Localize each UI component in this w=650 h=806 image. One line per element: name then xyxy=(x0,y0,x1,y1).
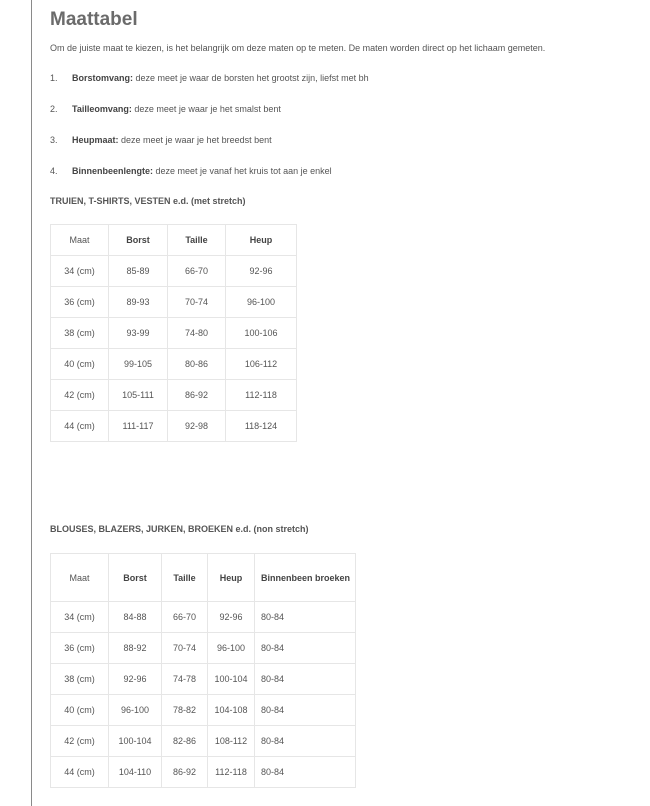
measurement-desc: deze meet je vanaf het kruis tot aan je enkel xyxy=(153,166,332,176)
nonstretch-section-title: BLOUSES, BLAZERS, JURKEN, BROEKEN e.d. (non stretch) xyxy=(50,524,309,534)
header-taille: Taille xyxy=(162,554,208,602)
header-maat: Maat xyxy=(51,554,109,602)
stretch-size-table xyxy=(50,224,297,442)
table-row: 42 (cm) 105-111 86-92 112-118 xyxy=(51,380,297,411)
measurement-item: 2. Tailleomvang: deze meet je waar je het smalst bent xyxy=(50,104,281,114)
measurement-item: 3. Heupmaat: deze meet je waar je het breedst bent xyxy=(50,135,272,145)
table-row: 40 (cm) 96-100 78-82 104-108 80-84 xyxy=(51,695,356,726)
measurement-item: 1. Borstomvang: deze meet je waar de borsten het grootst zijn, liefst met bh xyxy=(50,73,369,83)
page-title: Maattabel xyxy=(50,9,138,30)
table-row: 38 (cm) 92-96 74-78 100-104 80-84 xyxy=(51,664,356,695)
table-row: 36 (cm) 88-92 70-74 96-100 80-84 xyxy=(51,633,356,664)
measurement-item: 4. Binnenbeenlengte: deze meet je vanaf het kruis tot aan je enkel xyxy=(50,166,332,176)
stretch-section-title: TRUIEN, T-SHIRTS, VESTEN e.d. (met stretch) xyxy=(50,196,246,206)
table-row: 38 (cm) 93-99 74-80 100-106 xyxy=(51,318,297,349)
header-borst: Borst xyxy=(109,554,162,602)
measurement-desc: deze meet je waar de borsten het grootst zijn, liefst met bh xyxy=(133,73,369,83)
table-row: 44 (cm) 104-110 86-92 112-118 80-84 xyxy=(51,757,356,788)
nonstretch-size-table xyxy=(50,553,356,788)
measurement-list xyxy=(50,73,369,197)
table-header-row xyxy=(51,554,356,602)
measurement-desc: deze meet je waar je het breedst bent xyxy=(118,135,272,145)
table-row: 40 (cm) 99-105 80-86 106-112 xyxy=(51,349,297,380)
header-maat: Maat xyxy=(51,225,109,256)
measurement-term: Binnenbeenlengte: xyxy=(72,166,154,176)
header-heup: Heup xyxy=(208,554,255,602)
table-row: 34 (cm) 85-89 66-70 92-96 xyxy=(51,256,297,287)
measurement-term: Heupmaat: xyxy=(72,135,119,145)
intro-text: Om de juiste maat te kiezen, is het belangrijk om deze maten op te meten. De maten worden direct op het lichaam gemeten. xyxy=(50,43,546,53)
header-taille: Taille xyxy=(168,225,226,256)
table-row: 36 (cm) 89-93 70-74 96-100 xyxy=(51,287,297,318)
table-row: 44 (cm) 111-117 92-98 118-124 xyxy=(51,411,297,442)
measurement-term: Borstomvang: xyxy=(72,73,134,83)
header-borst: Borst xyxy=(109,225,168,256)
table-row: 42 (cm) 100-104 82-86 108-112 80-84 xyxy=(51,726,356,757)
left-border-line xyxy=(31,0,32,806)
measurement-term: Tailleomvang: xyxy=(72,104,132,114)
measurement-desc: deze meet je waar je het smalst bent xyxy=(131,104,281,114)
table-header-row xyxy=(51,225,297,256)
header-heup: Heup xyxy=(226,225,297,256)
table-row: 34 (cm) 84-88 66-70 92-96 80-84 xyxy=(51,602,356,633)
header-binnenbeen: Binnenbeen broeken xyxy=(255,554,356,602)
